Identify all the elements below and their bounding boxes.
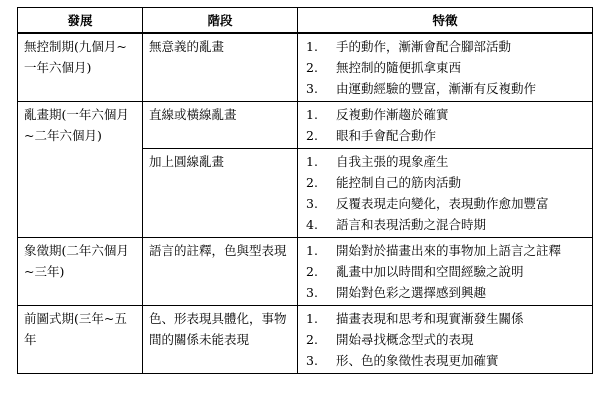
features-cell	[298, 306, 593, 374]
stage-cell	[143, 102, 298, 149]
feature-item	[306, 329, 588, 350]
feature-text: 語言和表現活動之混合時期	[336, 217, 487, 232]
period-cell	[18, 33, 143, 102]
feature-text: 亂畫中加以時間和空間經驗之說明	[336, 264, 524, 279]
feature-item	[306, 350, 588, 371]
table-row	[18, 102, 593, 149]
feature-number: 2.	[306, 175, 318, 190]
feature-number: 3.	[306, 285, 318, 300]
feature-item	[306, 282, 588, 303]
stage-label: 加上圓線亂畫	[149, 154, 225, 169]
feature-text: 手的動作，漸漸會配合腳部活動	[336, 39, 512, 54]
period-cell	[18, 238, 143, 306]
stage-label: 色、形表現具體化，事物間的關係未能表現	[149, 311, 287, 347]
feature-item	[306, 172, 588, 193]
header-period: 發展	[18, 8, 143, 34]
table-row	[18, 306, 593, 374]
feature-text: 由運動經驗的豐富，漸漸有反複動作	[336, 81, 537, 96]
period-label: 無控制期(九個月~一年六個月)	[24, 39, 127, 75]
feature-number: 3.	[306, 81, 318, 96]
table-row	[18, 238, 593, 306]
stage-cell	[143, 33, 298, 102]
stage-cell	[143, 149, 298, 238]
feature-text: 開始對色彩之選擇感到興趣	[336, 285, 487, 300]
feature-item	[306, 214, 588, 235]
table-header-row	[18, 8, 593, 34]
period-label: 亂畫期(一年六個月~二年六個月)	[24, 107, 129, 143]
development-stages-table-wrap	[17, 7, 592, 374]
feature-number: 4.	[306, 217, 318, 232]
feature-text: 形、色的象徵性表現更加確實	[336, 353, 499, 368]
feature-item	[306, 125, 588, 146]
feature-number: 1.	[306, 154, 318, 169]
feature-number: 1.	[306, 311, 318, 326]
feature-number: 2.	[306, 264, 318, 279]
stage-label: 直線或橫線亂畫	[149, 107, 237, 122]
feature-text: 能控制自己的筋肉活動	[336, 175, 462, 190]
feature-item	[306, 151, 588, 172]
feature-text: 開始對於描畫出來的事物加上語言之註釋	[336, 243, 562, 258]
development-stages-table	[17, 7, 593, 374]
feature-number: 2.	[306, 332, 318, 347]
feature-number: 3.	[306, 196, 318, 211]
period-cell	[18, 102, 143, 238]
period-cell	[18, 306, 143, 374]
stage-cell	[143, 306, 298, 374]
feature-number: 2.	[306, 128, 318, 143]
feature-number: 1.	[306, 39, 318, 54]
header-features: 特徵	[298, 8, 593, 34]
stage-label: 無意義的亂畫	[149, 39, 225, 54]
features-cell	[298, 149, 593, 238]
feature-text: 眼和手會配合動作	[336, 128, 437, 143]
period-label: 前圖式期(三年~五年	[24, 311, 127, 347]
feature-text: 描畫表現和思考和現實漸發生關係	[336, 311, 524, 326]
feature-item	[306, 261, 588, 282]
header-stage: 階段	[143, 8, 298, 34]
feature-number: 1.	[306, 243, 318, 258]
feature-text: 反覆表現走向變化，表現動作愈加豐富	[336, 196, 549, 211]
features-cell	[298, 102, 593, 149]
stage-cell	[143, 238, 298, 306]
table-row	[18, 33, 593, 102]
features-cell	[298, 238, 593, 306]
feature-item	[306, 193, 588, 214]
period-label: 象徵期(二年六個月~三年)	[24, 243, 129, 279]
feature-number: 2.	[306, 60, 318, 75]
feature-item	[306, 308, 588, 329]
feature-text: 自我主張的現象產生	[336, 154, 449, 169]
feature-number: 3.	[306, 353, 318, 368]
feature-item	[306, 36, 588, 57]
feature-number: 1.	[306, 107, 318, 122]
feature-item	[306, 240, 588, 261]
feature-item	[306, 57, 588, 78]
feature-item	[306, 104, 588, 125]
features-cell	[298, 33, 593, 102]
feature-text: 無控制的隨便抓拿東西	[336, 60, 462, 75]
feature-item	[306, 78, 588, 99]
stage-label: 語言的註釋，色與型表現	[149, 243, 287, 258]
feature-text: 反複動作漸趨於確實	[336, 107, 449, 122]
feature-text: 開始尋找概念型式的表現	[336, 332, 474, 347]
